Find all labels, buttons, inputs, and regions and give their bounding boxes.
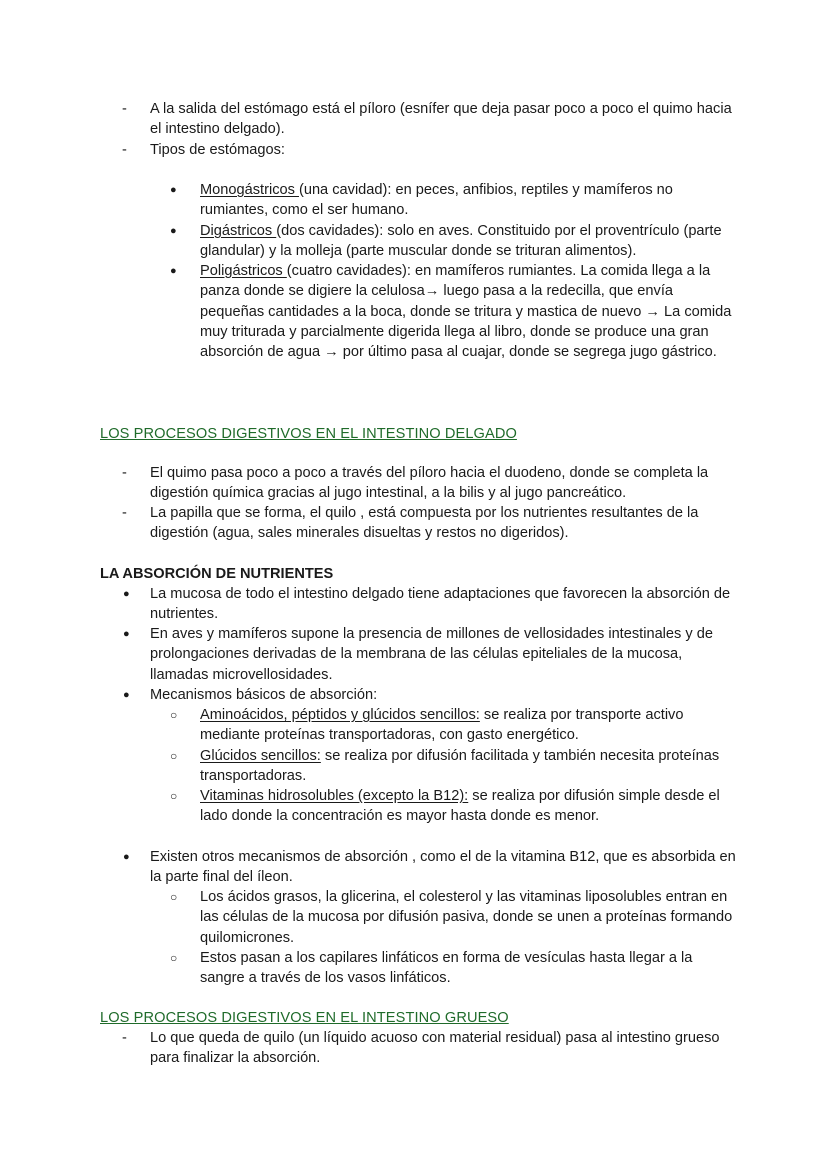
- dot-bullet: ●: [123, 851, 130, 863]
- section-heading-intestino-delgado: LOS PROCESOS DIGESTIVOS EN EL INTESTINO DELGADO: [100, 426, 517, 442]
- circle-bullet: ○: [170, 708, 178, 722]
- list-item: Digástricos (dos cavidades): solo en aves. Constituido por el proventrículo (parte glandular) y la molleja (parte muscular donde se trituran alimentos).: [200, 223, 722, 260]
- term-glucidos: Glúcidos sencillos:: [200, 748, 321, 764]
- circle-bullet: ○: [170, 749, 178, 763]
- list-item: Los ácidos grasos, la glicerina, el colesterol y las vitaminas liposolubles entran en las células de la mucosa por difusión pasiva, donde se unen a proteínas formando quilomicrones.: [200, 889, 733, 946]
- list-item: Vitaminas hidrosolubles (excepto la B12): se realiza por difusión simple desde el lado donde la concentración es mayor hasta donde es menor.: [200, 788, 720, 825]
- list-item: Mecanismos básicos de absorción:: [150, 687, 378, 703]
- list-item: La mucosa de todo el intestino delgado tiene adaptaciones que favorecen la absorción de nutrientes.: [150, 586, 731, 623]
- list-item: Aminoácidos, péptidos y glúcidos sencillos: se realiza por transporte activo mediante proteínas transportadoras, con gasto energético.: [200, 707, 684, 744]
- section-heading-intestino-grueso: LOS PROCESOS DIGESTIVOS EN EL INTESTINO GRUESO: [100, 1010, 509, 1026]
- term-aminoacidos: Aminoácidos, péptidos y glúcidos sencillos:: [200, 707, 480, 723]
- list-item: Lo que queda de quilo (un líquido acuoso con material residual) pasa al intestino grueso para finalizar la absorción.: [150, 1030, 720, 1067]
- dot-bullet: ●: [170, 265, 177, 277]
- dash-bullet: -: [122, 1030, 127, 1046]
- term-digastricos: Digástricos: [200, 223, 277, 239]
- list-item: En aves y mamíferos supone la presencia de millones de vellosidades intestinales y de prolongaciones derivadas de la membrana de las células epiteliales de la mucosa, llamadas microvellosidades.: [150, 626, 713, 683]
- circle-bullet: ○: [170, 890, 178, 904]
- list-item: Estos pasan a los capilares linfáticos en forma de vesículas hasta llegar a la sangre a través de los vasos linfáticos.: [200, 950, 693, 987]
- list-item: Tipos de estómagos:: [150, 142, 285, 158]
- dash-bullet: -: [122, 142, 127, 158]
- term-poligastricos: Poligástricos: [200, 263, 287, 279]
- list-item: La papilla que se forma, el quilo , está compuesta por los nutrientes resultantes de la digestión (agua, sales minerales disueltas y restos no digeridos).: [150, 505, 699, 542]
- dash-bullet: -: [122, 465, 127, 481]
- dash-bullet: -: [122, 505, 127, 521]
- circle-bullet: ○: [170, 951, 178, 965]
- dot-bullet: ●: [170, 225, 177, 237]
- list-item: Poligástricos (cuatro cavidades): en mamíferos rumiantes. La comida llega a la panza donde se digiere la celulosa→ luego pasa a la redecilla, que envía pequeñas cantidades a la boca, donde se tritura y mastica de nuevo → La comida muy triturada y parcialmente digerida llega al libro, donde se produce una gran absorción de agua → por último pasa al cuajar, donde se segrega jugo gástrico.: [200, 263, 732, 361]
- section-heading-absorcion: LA ABSORCIÓN DE NUTRIENTES: [100, 566, 334, 582]
- dot-bullet: ●: [123, 689, 130, 701]
- list-item: A la salida del estómago está el píloro (esnífer que deja pasar poco a poco el quimo hacia el intestino delgado).: [150, 101, 732, 138]
- dot-bullet: ●: [170, 184, 177, 196]
- circle-bullet: ○: [170, 789, 178, 803]
- list-item: El quimo pasa poco a poco a través del píloro hacia el duodeno, donde se completa la digestión química gracias al jugo intestinal, a la bilis y al jugo pancreático.: [150, 465, 709, 502]
- dash-bullet: -: [122, 101, 127, 117]
- list-item: Glúcidos sencillos: se realiza por difusión facilitada y también necesita proteínas transportadoras.: [200, 748, 720, 785]
- term-vitaminas: Vitaminas hidrosolubles (excepto la B12):: [200, 788, 469, 804]
- list-item: Monogástricos (una cavidad): en peces, anfibios, reptiles y mamíferos no rumiantes, como el ser humano.: [200, 182, 673, 219]
- dot-bullet: ●: [123, 588, 130, 600]
- term-monogastricos: Monogástricos: [200, 182, 299, 198]
- list-item: Existen otros mecanismos de absorción , como el de la vitamina B12, que es absorbida en la parte final del íleon.: [150, 849, 736, 886]
- dot-bullet: ●: [123, 628, 130, 640]
